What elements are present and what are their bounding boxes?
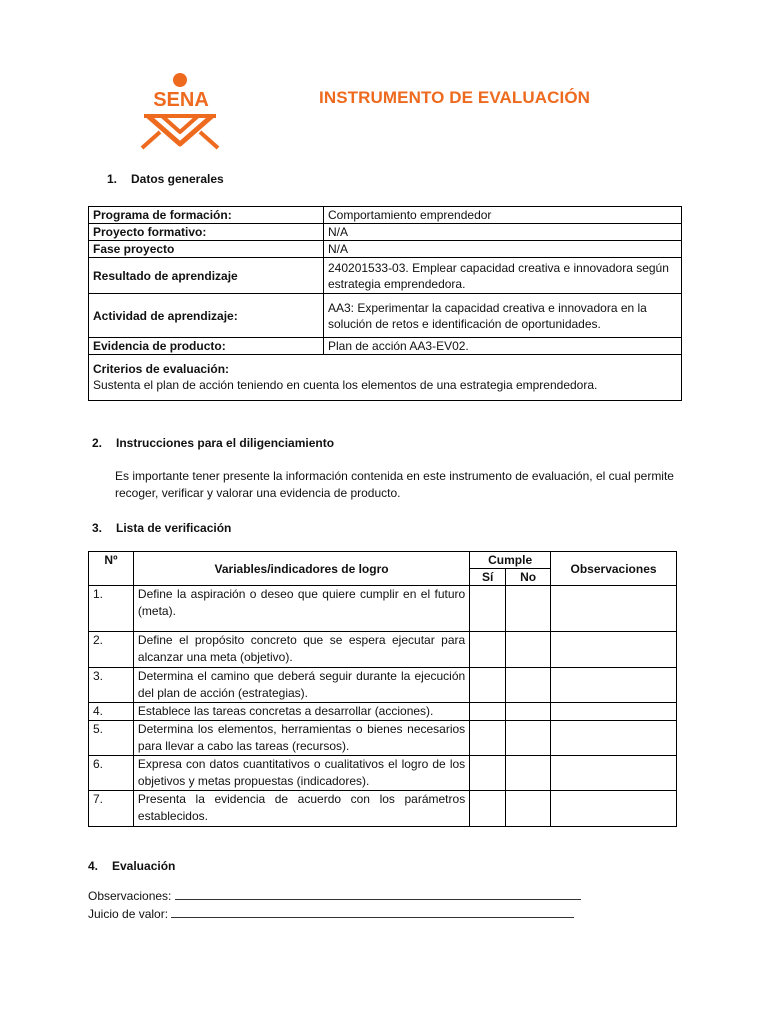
table-row [89, 258, 682, 294]
juicio-line [88, 906, 574, 921]
instructions-paragraph: Es importante tener presente la información contenida en este instrumento de evaluación, el cual permite recoger, verificar y valorar una evidencia de producto. [115, 469, 674, 500]
no-checkbox-cell[interactable] [506, 721, 551, 756]
si-checkbox-cell[interactable] [470, 703, 506, 721]
col-cumple-header: Cumple [470, 552, 551, 569]
row-value: N/A [324, 241, 682, 258]
item-indicator: Presenta la evidencia de acuerdo con los parámetros establecidos. [133, 791, 469, 827]
si-checkbox-cell[interactable] [470, 721, 506, 756]
table-row [89, 668, 677, 703]
row-value: N/A [324, 224, 682, 241]
item-number: 6. [89, 756, 134, 791]
row-label: Resultado de aprendizaje [89, 258, 324, 294]
table-row [89, 586, 677, 632]
row-label: Actividad de aprendizaje: [89, 294, 324, 338]
item-number: 1. [89, 586, 134, 632]
row-label: Fase proyecto [89, 241, 324, 258]
observaciones-line [88, 888, 581, 903]
si-checkbox-cell[interactable] [470, 586, 506, 632]
table-row [89, 791, 677, 827]
header-row [89, 552, 677, 569]
si-checkbox-cell[interactable] [470, 668, 506, 703]
observaciones-label: Observaciones: [88, 889, 172, 903]
section-2-number: 2. [92, 436, 103, 450]
juicio-input[interactable] [171, 906, 574, 918]
table-row [89, 338, 682, 355]
si-checkbox-cell[interactable] [470, 791, 506, 827]
criteria-label: Criterios de evaluación: [93, 361, 230, 376]
no-checkbox-cell[interactable] [506, 586, 551, 632]
item-number: 4. [89, 703, 134, 721]
row-value: Comportamiento emprendedor [324, 207, 682, 224]
col-indicator-header: Variables/indicadores de logro [133, 552, 469, 586]
section-1-label: Datos generales [131, 172, 224, 186]
criteria-text: Sustenta el plan de acción teniendo en cuenta los elementos de una estrategia emprendedora. [93, 377, 598, 392]
item-number: 5. [89, 721, 134, 756]
observation-cell[interactable] [551, 668, 677, 703]
section-2-title [92, 436, 334, 450]
table-row [89, 207, 682, 224]
criteria-cell [89, 355, 682, 401]
table-row [89, 632, 677, 668]
item-indicator: Establece las tareas concretas a desarrollar (acciones). [133, 703, 469, 721]
row-label: Evidencia de producto: [89, 338, 324, 355]
item-indicator: Expresa con datos cuantitativos o cualitativos el logro de los objetivos y metas propuestas (indicadores). [133, 756, 469, 791]
col-no-header: No [506, 569, 551, 586]
observation-cell[interactable] [551, 703, 677, 721]
section-3-number: 3. [92, 521, 103, 535]
sena-logo [140, 72, 222, 150]
section-4-number: 4. [88, 859, 99, 873]
row-label: Proyecto formativo: [89, 224, 324, 241]
table-row [89, 241, 682, 258]
item-number: 2. [89, 632, 134, 668]
checklist-table [88, 551, 677, 827]
logo-text: SENA [153, 89, 209, 111]
row-label: Programa de formación: [89, 207, 324, 224]
section-2-label: Instrucciones para el diligenciamiento [116, 436, 335, 450]
item-indicator: Define el propósito concreto que se espera ejecutar para alcanzar una meta (objetivo). [133, 632, 469, 668]
observaciones-input[interactable] [175, 888, 581, 900]
item-indicator: Determina el camino que deberá seguir durante la ejecución del plan de acción (estrategias). [133, 668, 469, 703]
row-value: 240201533-03. Emplear capacidad creativa e innovadora según estrategia emprendedora. [324, 258, 682, 294]
si-checkbox-cell[interactable] [470, 632, 506, 668]
item-number: 7. [89, 791, 134, 827]
item-indicator: Determina los elementos, herramientas o bienes necesarios para llevar a cabo las tareas (recursos). [133, 721, 469, 756]
col-num-header: Nº [89, 552, 134, 586]
observation-cell[interactable] [551, 791, 677, 827]
no-checkbox-cell[interactable] [506, 703, 551, 721]
section-4-label: Evaluación [112, 859, 176, 873]
item-number: 3. [89, 668, 134, 703]
col-si-header: Sí [470, 569, 506, 586]
observation-cell[interactable] [551, 756, 677, 791]
table-row [89, 756, 677, 791]
observation-cell[interactable] [551, 586, 677, 632]
table-row [89, 224, 682, 241]
no-checkbox-cell[interactable] [506, 756, 551, 791]
section-3-title [92, 521, 231, 535]
section-1-number: 1. [107, 172, 118, 186]
section-3-label: Lista de verificación [116, 521, 232, 535]
juicio-label: Juicio de valor: [88, 907, 169, 921]
si-checkbox-cell[interactable] [470, 756, 506, 791]
item-indicator: Define la aspiración o deseo que quiere cumplir en el futuro (meta). [133, 586, 469, 632]
table-row [89, 355, 682, 401]
section-4-title [88, 859, 175, 873]
section-1-title [107, 172, 224, 186]
table-row [89, 703, 677, 721]
row-value: Plan de acción AA3-EV02. [324, 338, 682, 355]
no-checkbox-cell[interactable] [506, 668, 551, 703]
general-data-table [88, 206, 682, 401]
no-checkbox-cell[interactable] [506, 632, 551, 668]
table-row [89, 721, 677, 756]
document-title: INSTRUMENTO DE EVALUACIÓN [319, 88, 591, 107]
no-checkbox-cell[interactable] [506, 791, 551, 827]
observation-cell[interactable] [551, 721, 677, 756]
row-value: AA3: Experimentar la capacidad creativa e innovadora en la solución de retos e identificación de oportunidades. [324, 294, 682, 338]
col-observaciones-header: Observaciones [551, 552, 677, 586]
observation-cell[interactable] [551, 632, 677, 668]
table-row [89, 294, 682, 338]
